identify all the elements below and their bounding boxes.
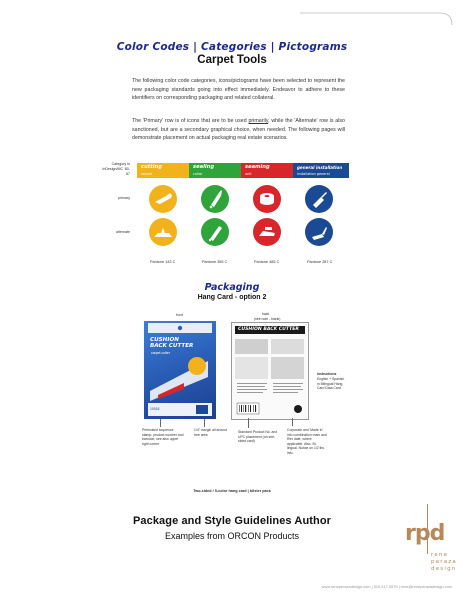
pantone-general: Pantone 287 C	[307, 260, 333, 264]
standard-note: Standard Product No. and UPC placement (on see-sided card)	[238, 430, 278, 444]
category-general-title: general installation	[297, 165, 343, 170]
pantone-cutting: Pantone 143 C	[150, 260, 176, 264]
category-general-installation	[293, 163, 349, 178]
front-product-number: 10918	[150, 407, 160, 411]
category-general-sub: installation general	[297, 172, 330, 176]
category-sealing	[189, 163, 241, 178]
category-cutting-sub: carpet	[141, 172, 152, 176]
hang-card-subheading: Hang Card - option 2	[197, 294, 267, 301]
rpd-logo-mark: rpd	[405, 521, 445, 546]
instructions-heading: Instructions	[317, 372, 337, 376]
glue-bottle-icon	[201, 185, 229, 213]
category-seaming	[241, 163, 293, 178]
category-side-label: Category in InDesign/MC '80-87	[102, 162, 130, 176]
category-seaming-sub: unit	[245, 172, 252, 176]
primary-alternate-paragraph	[132, 117, 345, 143]
category-cutting-title: cutting	[141, 164, 162, 170]
contact-footer: www.reneperazadesign.com | 510.517.5575 | rene@reneperazadesign.com	[321, 584, 452, 589]
hang-card-back	[231, 322, 309, 420]
seaming-tape-roll-icon	[253, 185, 281, 213]
packaging-caption: Two-sided / 5-color hang card | blister pack	[193, 489, 271, 493]
hang-card-front	[144, 321, 216, 419]
back-label: back	[262, 312, 270, 316]
front-label: front	[176, 313, 183, 317]
guidelines-subtitle: Examples from ORCON Products	[164, 531, 300, 541]
logo-word-design: design	[431, 566, 457, 572]
barcode-connector	[160, 419, 161, 427]
p2-text-end: , while the 'Alternate' row is also sanctioned, but are a secondary graphical choice, when needed. The following pages will demonstrate placement on actual packaging real estate scenarios.	[132, 118, 345, 142]
front-product-name: CUSHION BACK CUTTER	[150, 337, 194, 349]
utility-knife-icon	[149, 185, 177, 213]
pantone-seaming: Pantone 485 C	[254, 260, 280, 264]
margin-connector	[204, 419, 205, 427]
back-product-name: CUSHION BACK CUTTER	[238, 327, 299, 332]
corporate-note: Corporate and 'Made in' info combination mark and Rev date, where applicable. Also, Bi-lingual. Notice on 1/2 lbs. info.	[287, 428, 327, 455]
page-corner-decoration	[0, 0, 464, 30]
category-cutting	[137, 163, 189, 178]
color-codes-heading: Color Codes | Categories | Pictograms	[116, 41, 348, 53]
logo-word-peraza: peraza	[431, 559, 457, 565]
corporate-connector	[292, 418, 293, 426]
front-card-art	[144, 321, 216, 419]
guidelines-title: Package and Style Guidelines Author	[132, 515, 332, 527]
barcode-note: Perforated sequence stamp: product number and barcode; see also upper right corner	[142, 428, 184, 446]
category-sealing-sub: collar	[193, 172, 203, 176]
trowel-spatula-icon	[305, 218, 333, 246]
front-product-tag: carpet cutter	[151, 351, 170, 355]
carpet-cutter-icon	[149, 218, 177, 246]
logo-word-rene: rene	[431, 552, 449, 558]
intro-paragraph: The following color code categories, icons/pictograms have been selected to represent the new packaging standards going into effect immediately. Endeavor to adhere to these identifiers on corresponding packaging and related collateral.	[132, 78, 345, 102]
carpet-tools-heading: Carpet Tools	[197, 54, 267, 66]
seaming-iron-icon	[253, 218, 281, 246]
standard-connector	[248, 418, 249, 428]
p2-text-start: The 'Primary' row is of icons that are to be used	[132, 118, 249, 124]
category-seaming-title: seaming	[245, 164, 270, 170]
packaging-heading: Packaging	[204, 282, 260, 293]
p2-underlined-word: primarily	[248, 118, 269, 124]
instructions-note: English + Spanish in Bilingual Hang Card Data Card	[317, 377, 345, 391]
category-sealing-title: sealing	[193, 164, 215, 170]
back-sublabel: (see note - blank)	[254, 317, 281, 321]
primary-row-label: primary	[118, 196, 130, 200]
margin-note: 1/4" margin all around free area	[194, 428, 228, 437]
seam-sealer-icon	[201, 218, 229, 246]
trowel-icon	[305, 185, 333, 213]
alternate-row-label: alternate	[116, 230, 130, 234]
back-card-art	[232, 323, 308, 419]
pantone-sealing: Pantone 355 C	[202, 260, 228, 264]
